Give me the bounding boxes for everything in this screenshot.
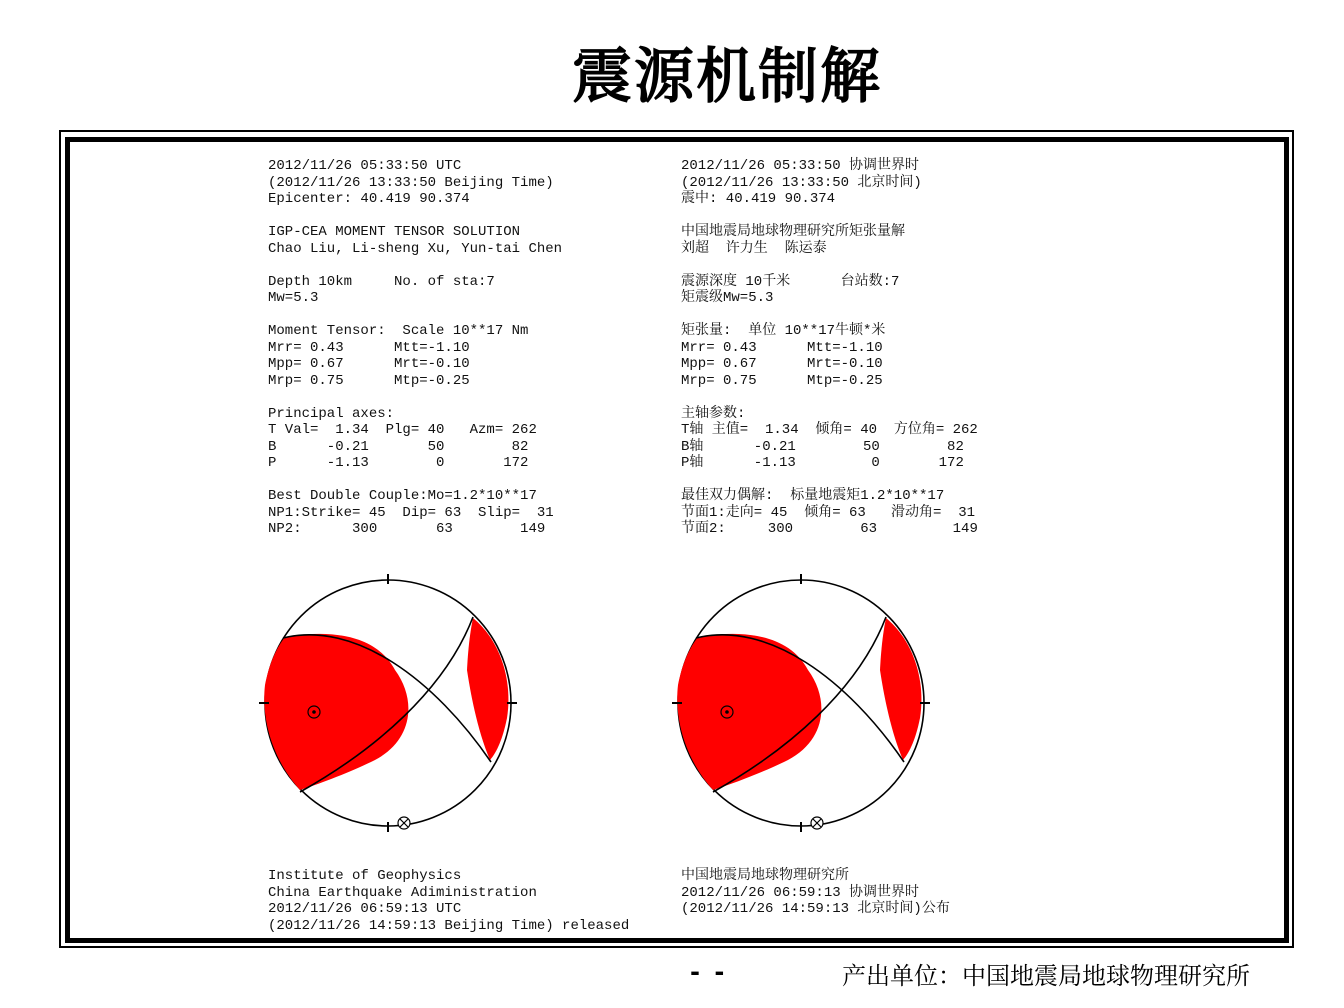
text-line: NP1:Strike= 45 Dip= 63 Slip= 31 xyxy=(268,504,554,521)
page-title: 震源机制解 xyxy=(572,42,882,112)
blank-line xyxy=(268,257,562,274)
text-line: P -1.13 0 172 xyxy=(268,455,529,471)
text-line: Mpp= 0.67 Mrt=-0.10 xyxy=(681,356,883,372)
english-footer-text xyxy=(268,868,629,934)
text-line: 震源深度 10千米 台站数:7 xyxy=(681,273,900,290)
p-axis-marker xyxy=(398,817,410,829)
text-line: 节面2: 300 63 149 xyxy=(681,521,978,537)
text-line: 节面1:走向= 45 倾角= 63 滑动角= 31 xyxy=(681,504,976,521)
blank-line xyxy=(268,208,562,225)
text-line: Principal axes: xyxy=(268,405,395,422)
text-line: Epicenter: 40.419 90.374 xyxy=(268,191,470,207)
blank-line xyxy=(681,208,978,225)
beachball-diagram-chinese xyxy=(668,570,938,840)
producer-credit: 产出单位：中国地震局地球物理研究所 xyxy=(842,962,1250,990)
text-line: China Earthquake Adiministration xyxy=(268,884,537,901)
text-line: T轴 主值= 1.34 倾角= 40 方位角= 262 xyxy=(681,422,978,438)
text-line: T Val= 1.34 Plg= 40 Azm= 262 xyxy=(268,422,537,438)
text-line: 刘超 许力生 陈运泰 xyxy=(681,240,827,257)
text-line: 2012/11/26 05:33:50 UTC xyxy=(268,158,462,174)
text-line: 矩张量: 单位 10**17牛顿*米 xyxy=(681,323,886,339)
page-number: - - xyxy=(690,958,728,986)
text-line: (2012/11/26 13:33:50 Beijing Time) xyxy=(268,174,554,191)
text-line: 震中: 40.419 90.374 xyxy=(681,191,836,207)
text-line: Depth 10km No. of sta:7 xyxy=(268,273,495,290)
text-line: Mpp= 0.67 Mrt=-0.10 xyxy=(268,356,470,372)
text-line: (2012/11/26 14:59:13 北京时间)公布 xyxy=(681,901,950,917)
chinese-solution-text xyxy=(681,158,978,538)
text-line: (2012/11/26 13:33:50 北京时间) xyxy=(681,174,922,191)
text-line: 2012/11/26 06:59:13 UTC xyxy=(268,901,462,917)
text-line: 矩震级Mw=5.3 xyxy=(681,290,774,306)
text-line: Chao Liu, Li-sheng Xu, Yun-tai Chen xyxy=(268,240,563,257)
blank-line xyxy=(268,472,562,489)
text-line: 主轴参数: xyxy=(681,405,746,422)
blank-line xyxy=(268,307,562,324)
p-axis-marker xyxy=(811,817,823,829)
blank-line xyxy=(681,472,978,489)
text-line: NP2: 300 63 149 xyxy=(268,521,546,537)
text-line: Mrr= 0.43 Mtt=-1.10 xyxy=(681,339,883,356)
text-line: B轴 -0.21 50 82 xyxy=(681,438,964,455)
text-line: Mrr= 0.43 Mtt=-1.10 xyxy=(268,339,470,356)
blank-line xyxy=(681,257,978,274)
text-line: Best Double Couple:Mo=1.2*10**17 xyxy=(268,488,537,504)
blank-line xyxy=(681,307,978,324)
blank-line xyxy=(681,389,978,406)
text-line: Mrp= 0.75 Mtp=-0.25 xyxy=(268,372,470,389)
text-line: 2012/11/26 05:33:50 协调世界时 xyxy=(681,158,920,174)
text-line: 最佳双力偶解: 标量地震矩1.2*10**17 xyxy=(681,488,945,504)
text-line: IGP-CEA MOMENT TENSOR SOLUTION xyxy=(268,224,521,240)
text-line: B -0.21 50 82 xyxy=(268,438,529,455)
beachball-diagram-english xyxy=(255,570,525,840)
text-line: 中国地震局地球物理研究所矩张量解 xyxy=(681,224,905,240)
chinese-footer-text xyxy=(681,868,950,918)
text-line: 2012/11/26 06:59:13 协调世界时 xyxy=(681,884,920,901)
text-line: Mrp= 0.75 Mtp=-0.25 xyxy=(681,372,883,389)
beachball-group xyxy=(259,574,517,832)
english-solution-text xyxy=(268,158,562,538)
text-line: P轴 -1.13 0 172 xyxy=(681,455,964,471)
text-line: Mw=5.3 xyxy=(268,290,319,306)
beachball-group xyxy=(672,574,930,832)
text-line: (2012/11/26 14:59:13 Beijing Time) released xyxy=(268,917,630,934)
text-line: 中国地震局地球物理研究所 xyxy=(681,868,849,884)
blank-line xyxy=(268,389,562,406)
text-line: Institute of Geophysics xyxy=(268,868,462,884)
text-line: Moment Tensor: Scale 10**17 Nm xyxy=(268,323,529,339)
